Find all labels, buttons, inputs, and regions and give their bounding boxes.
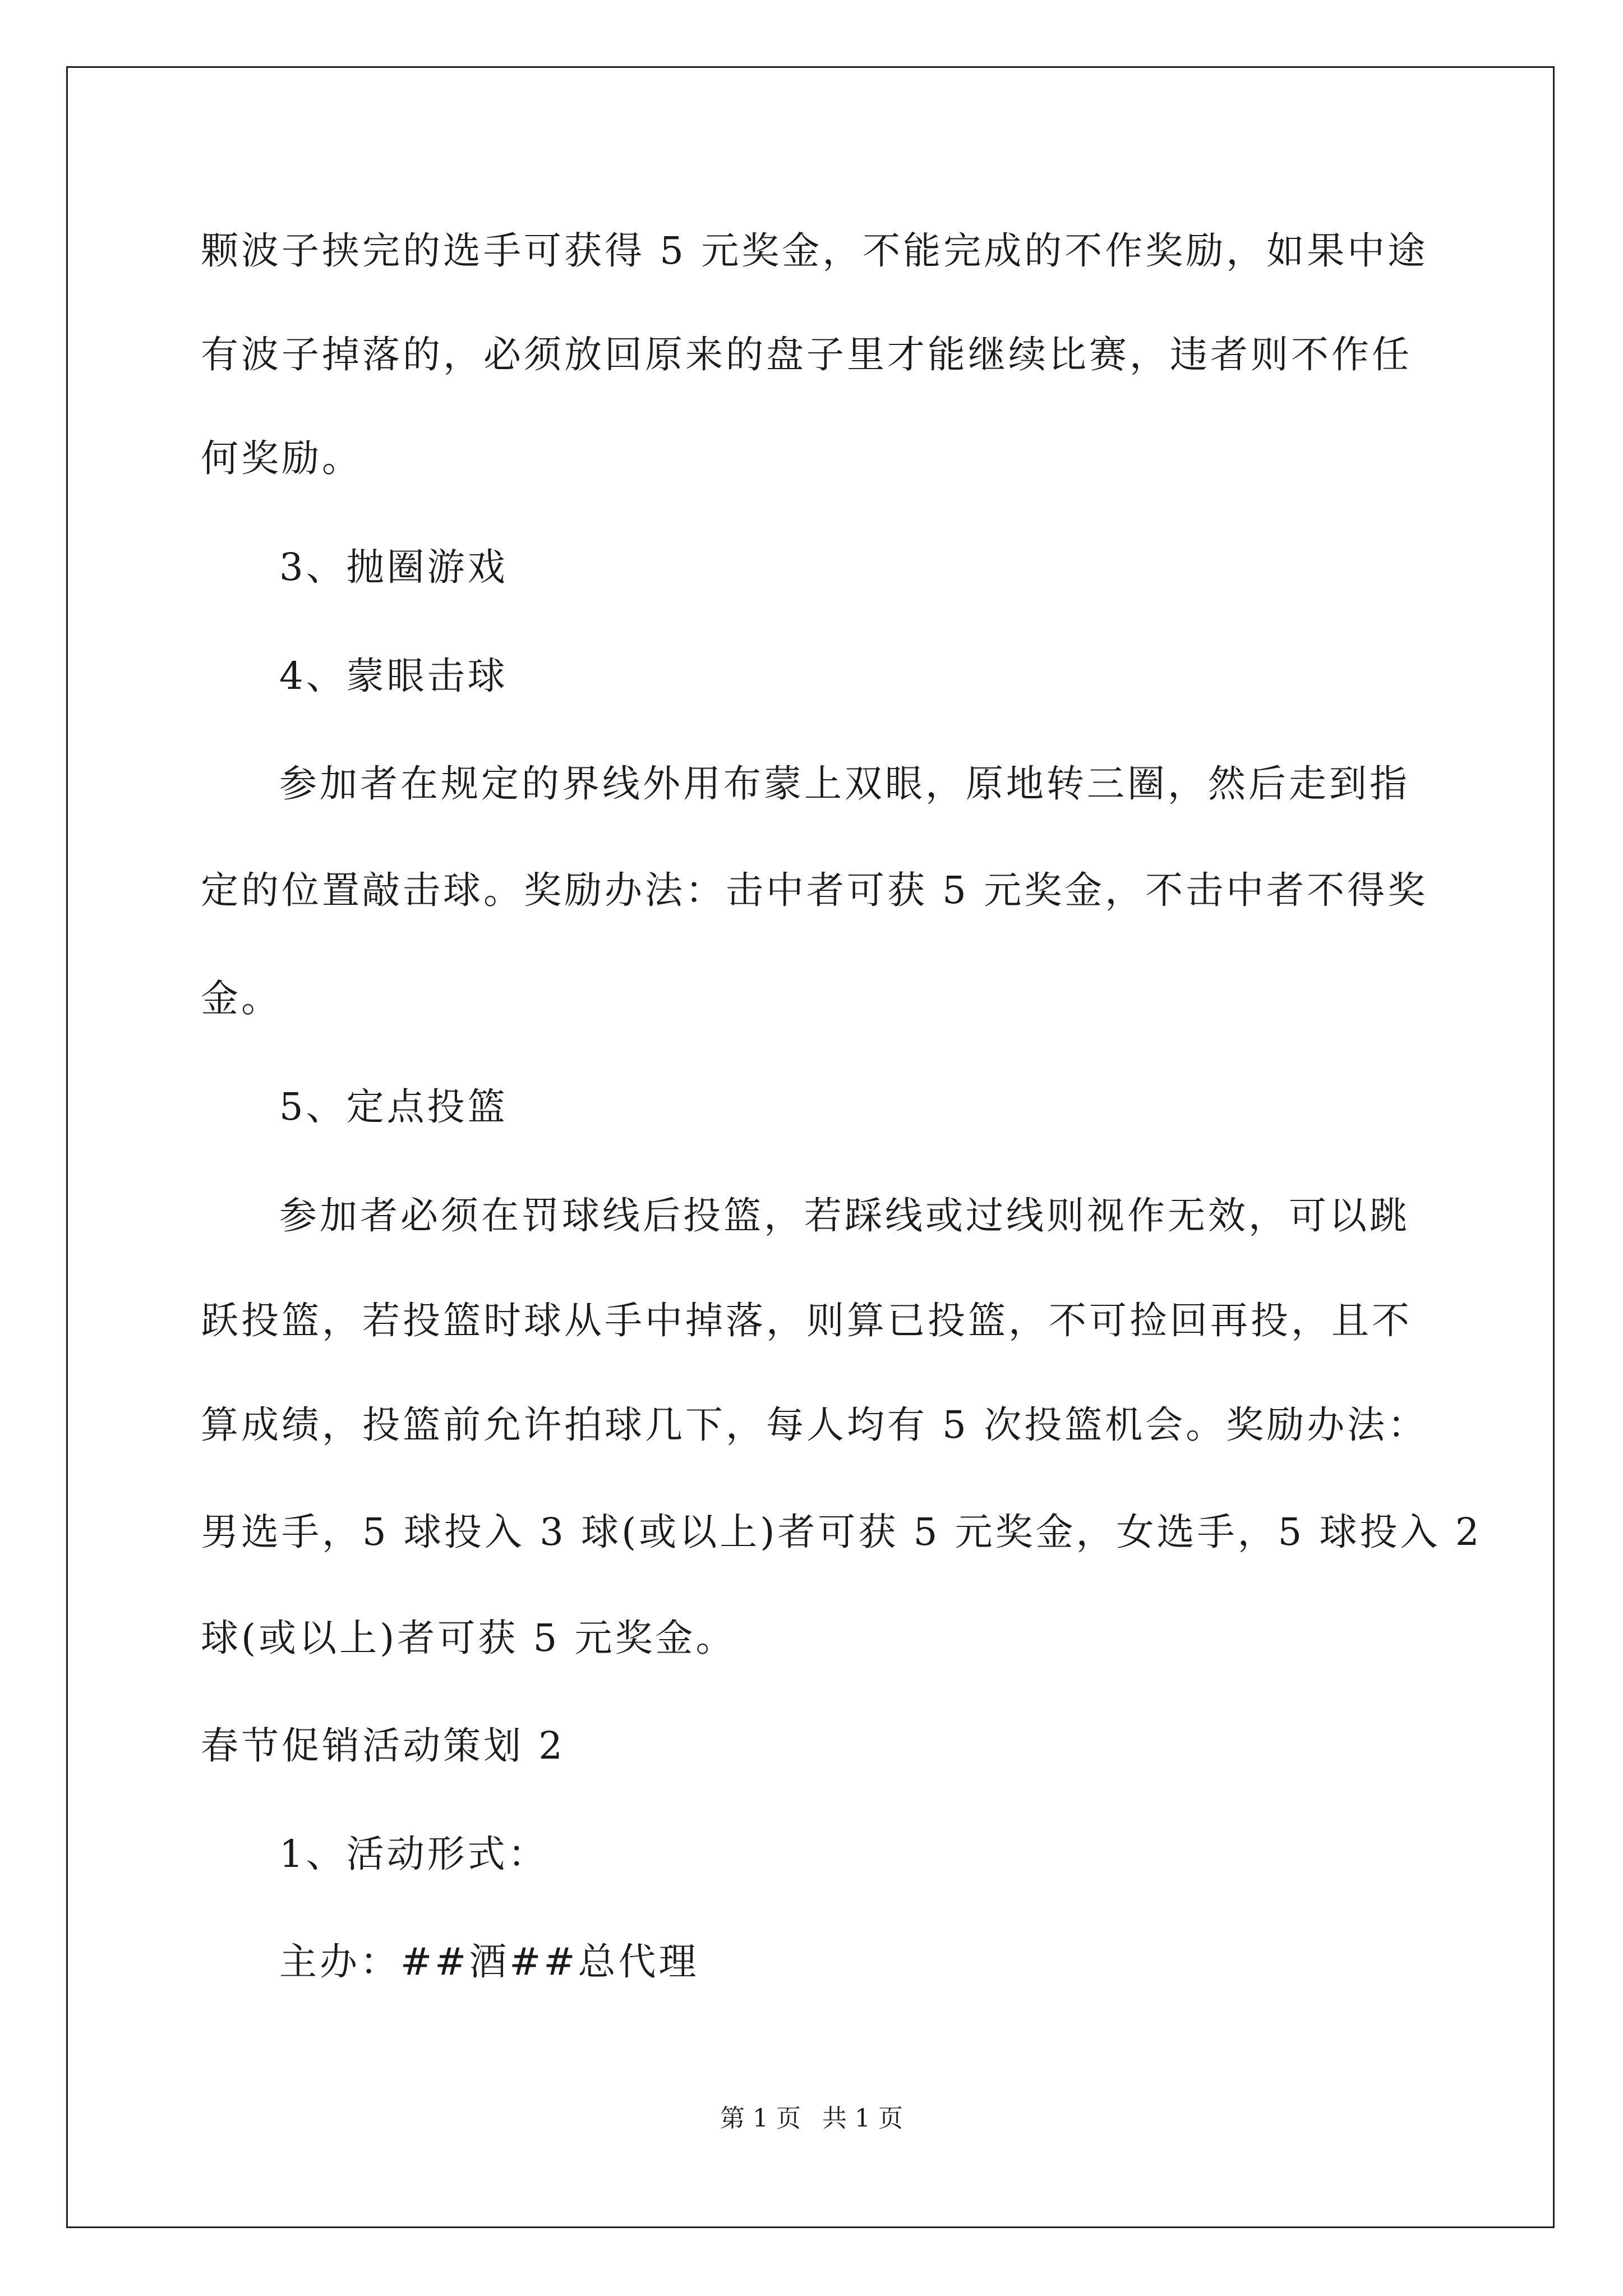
text-line: 主办：##酒##总代理	[279, 1940, 699, 1984]
text-line: 颗波子挟完的选手可获得 5 元奖金，不能完成的不作奖励，如果中途	[201, 229, 1428, 273]
text-line: 定的位置敲击球。奖励办法：击中者可获 5 元奖金，不击中者不得奖	[201, 868, 1428, 912]
list-heading: 5、定点投篮	[279, 1085, 508, 1129]
list-heading: 4、蒙眼击球	[279, 654, 508, 698]
section-title: 春节促销活动策划 2	[201, 1724, 565, 1768]
text-line: 男选手，5 球投入 3 球(或以上)者可获 5 元奖金，女选手，5 球投入 2	[201, 1510, 1482, 1554]
text-line: 参加者在规定的界线外用布蒙上双眼，原地转三圈，然后走到指	[279, 762, 1410, 806]
text-line: 球(或以上)者可获 5 元奖金。	[201, 1616, 736, 1660]
text-line: 何奖励。	[201, 436, 362, 480]
text-line: 跃投篮，若投篮时球从手中掉落，则算已投篮，不可捡回再投，且不	[201, 1299, 1412, 1342]
list-heading: 3、抛圈游戏	[279, 545, 508, 589]
page-number: 第 1 页	[720, 2104, 801, 2133]
text-line: 参加者必须在罚球线后投篮，若踩线或过线则视作无效，可以跳	[279, 1194, 1410, 1237]
text-line: 金。	[201, 977, 282, 1020]
page-footer	[0, 2098, 1623, 2134]
text-line: 算成绩，投篮前允许拍球几下，每人均有 5 次投篮机会。奖励办法：	[201, 1403, 1428, 1447]
text-line: 有波子掉落的，必须放回原来的盘子里才能继续比赛，违者则不作任	[201, 333, 1412, 376]
page-total: 共 1 页	[822, 2104, 903, 2133]
list-heading: 1、活动形式：	[279, 1832, 548, 1876]
page-border	[66, 66, 1555, 2228]
